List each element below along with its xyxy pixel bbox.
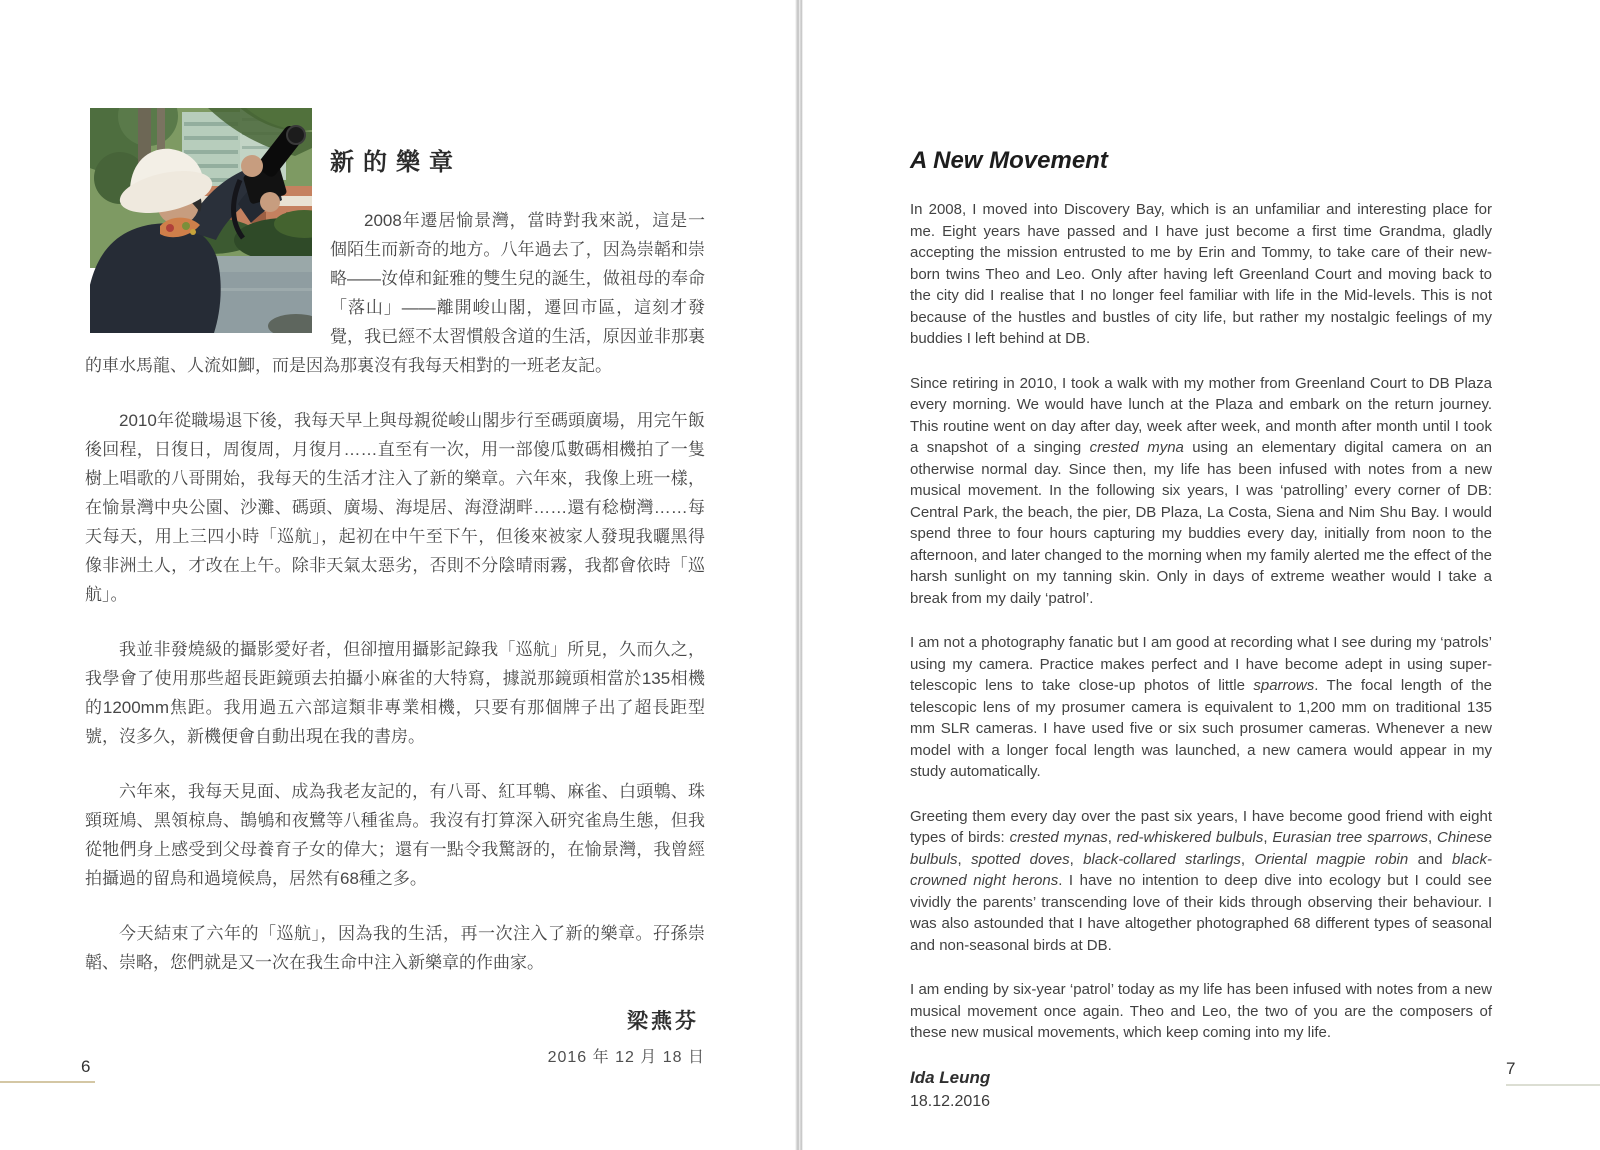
left-date: 2016 年 12 月 18 日	[547, 1049, 705, 1066]
paragraph: 我並非發燒級的攝影愛好者，但卻擅用攝影記錄我「巡航」所見，久而久之，我學會了使用那些超長距鏡頭去拍攝小麻雀的大特寫，據説那鏡頭相當於135相機的1200mm焦距。我用過五六部這類非專業相機，只要有那個牌子出了超長距型號，沒多久，新機便會自動出現在我的書房。	[85, 640, 705, 746]
paragraph: 2008年遷居愉景灣，當時對我來説，這是一個陌生而新奇的地方。八年過去了，因為崇韜和崇略——汝倬和鉦雅的雙生兒的誕生，做祖母的奉命「落山」——離開峻山閣，遷回市區，這刻才發覺，我已經不太習慣般含道的生活，原因並非那裏的車水馬龍、人流如鯽，而是因為那裏沒有我每天相對的一班老友記。	[85, 211, 705, 375]
right-page-body	[910, 199, 1492, 1044]
footer-rule-left	[0, 1081, 95, 1083]
right-date: 18.12.2016	[910, 1092, 991, 1110]
page-gutter	[795, 0, 803, 1150]
paragraph: Greeting them every day over the past six years, I have become good friend with eight types of birds: crested mynas, red-whiskered bulbuls, Eurasian tree sparrows, Chinese bulbuls, spotted doves, black-collared starlings, Oriental magpie robin and black-crowned night herons. I have no intention to deep dive into ecology but I could see vividly the parents’ transcending love of their kids through observing their behaviour. I was also astounded that I have altogether photographed 68 different types of seasonal and non-seasonal birds at DB.	[910, 807, 1493, 954]
right-page-title: A New Movement	[910, 147, 1108, 174]
footer-rule-right	[1506, 1084, 1600, 1086]
left-page-title: 新的樂章	[330, 149, 462, 176]
paragraph: 今天結束了六年的「巡航」，因為我的生活，再一次注入了新的樂章。孖孫崇韜、崇略，您們就是又一次在我生命中注入新樂章的作曲家。	[85, 924, 705, 972]
left-signature: 梁燕芬	[627, 1010, 699, 1033]
photo-spacer	[85, 108, 330, 330]
page-right	[910, 140, 1492, 1111]
paragraph: I am ending by six-year ‘patrol’ today as my life has been infused with notes from a new musical movement once again. Theo and Leo, the two of you are the composers of these new musical movements, which keep coming into my life.	[910, 981, 1492, 1041]
paragraph: 六年來，我每天見面、成為我老友記的，有八哥、紅耳鵯、麻雀、白頭鵯、珠頸斑鳩、黑領椋鳥、鵲鴝和夜鷺等八種雀鳥。我沒有打算深入研究雀鳥生態，但我從牠們身上感受到父母養育子女的偉大；還有一點令我驚訝的，在愉景灣，我曾經拍攝過的留鳥和過境候鳥，居然有68種之多。	[85, 782, 705, 888]
paragraph: I am not a photography fanatic but I am good at recording what I see during my ‘patrols’ using my camera. Practice makes perfect and I have become adept in using super-telescopic lens to take close-up photos of little sparrows. The focal length of the telescopic lens of my prosumer camera is equivalent to 1,200 mm on traditional 135 mm SLR cameras. I have used five or six such prosumer cameras. Whenever a new model with a longer focal length was launched, a new camera would appear in my study automatically.	[910, 634, 1492, 780]
page-number-left: 6	[81, 1057, 91, 1076]
right-signature: Ida Leung	[910, 1067, 991, 1087]
paragraph: Since retiring in 2010, I took a walk with my mother from Greenland Court to DB Plaza every morning. We would have lunch at the Plaza and embark on the return journey. This routine went on day after day, week after week, and month after month until I took a snapshot of a singing crested myna using an elementary digital camera on an otherwise normal day. Since then, my life has been infused with notes from a new musical movement. In the following six years, I was ‘patrolling’ every corner of DB: Central Park, the beach, the pier, DB Plaza, La Costa, Siena and Nim Shu Bay. I would spend three to four hours capturing my buddies every day, initially from noon to the afternoon, and later changed to the morning when my family alerted me the effect of the harsh sunlight on my tanning skin. Only in days of extreme weather would I take a break from my daily ‘patrol’.	[910, 374, 1493, 607]
paragraph: 2010年從職場退下後，我每天早上與母親從峻山閣步行至碼頭廣場，用完午飯後回程，日復日，周復周，月復月……直至有一次，用一部傻瓜數碼相機拍了一隻樹上唱歌的八哥開始，我每天的生活才注入了新的樂章。六年來，我像上班一樣，在愉景灣中央公園、沙灘、碼頭、廣場、海堤居、海澄湖畔……還有稔樹灣……每天每天，用上三四小時「巡航」，起初在中午至下午，但後來被家人發現我曬黑得像非洲土人，才改在上午。除非天氣太惡劣，否則不分陰晴雨霧，我都會依時「巡航」。	[85, 411, 705, 604]
paragraph: In 2008, I moved into Discovery Bay, which is an unfamiliar and interesting place for me. Eight years have passed and I have just become a first time Grandma, gladly accepting the mission entrusted to me by Erin and Tommy, to take care of their new-born twins Theo and Leo. Only after having left Greenland Court and moving back to the city did I realise that I no longer feel familiar with life in the Mid-levels. This is not because of the hustles and bustles of city life, but rather my nostalgic feelings of my buddies I left behind at DB.	[910, 201, 1492, 347]
page-left	[85, 108, 705, 1067]
page-number-right: 7	[1506, 1059, 1516, 1078]
